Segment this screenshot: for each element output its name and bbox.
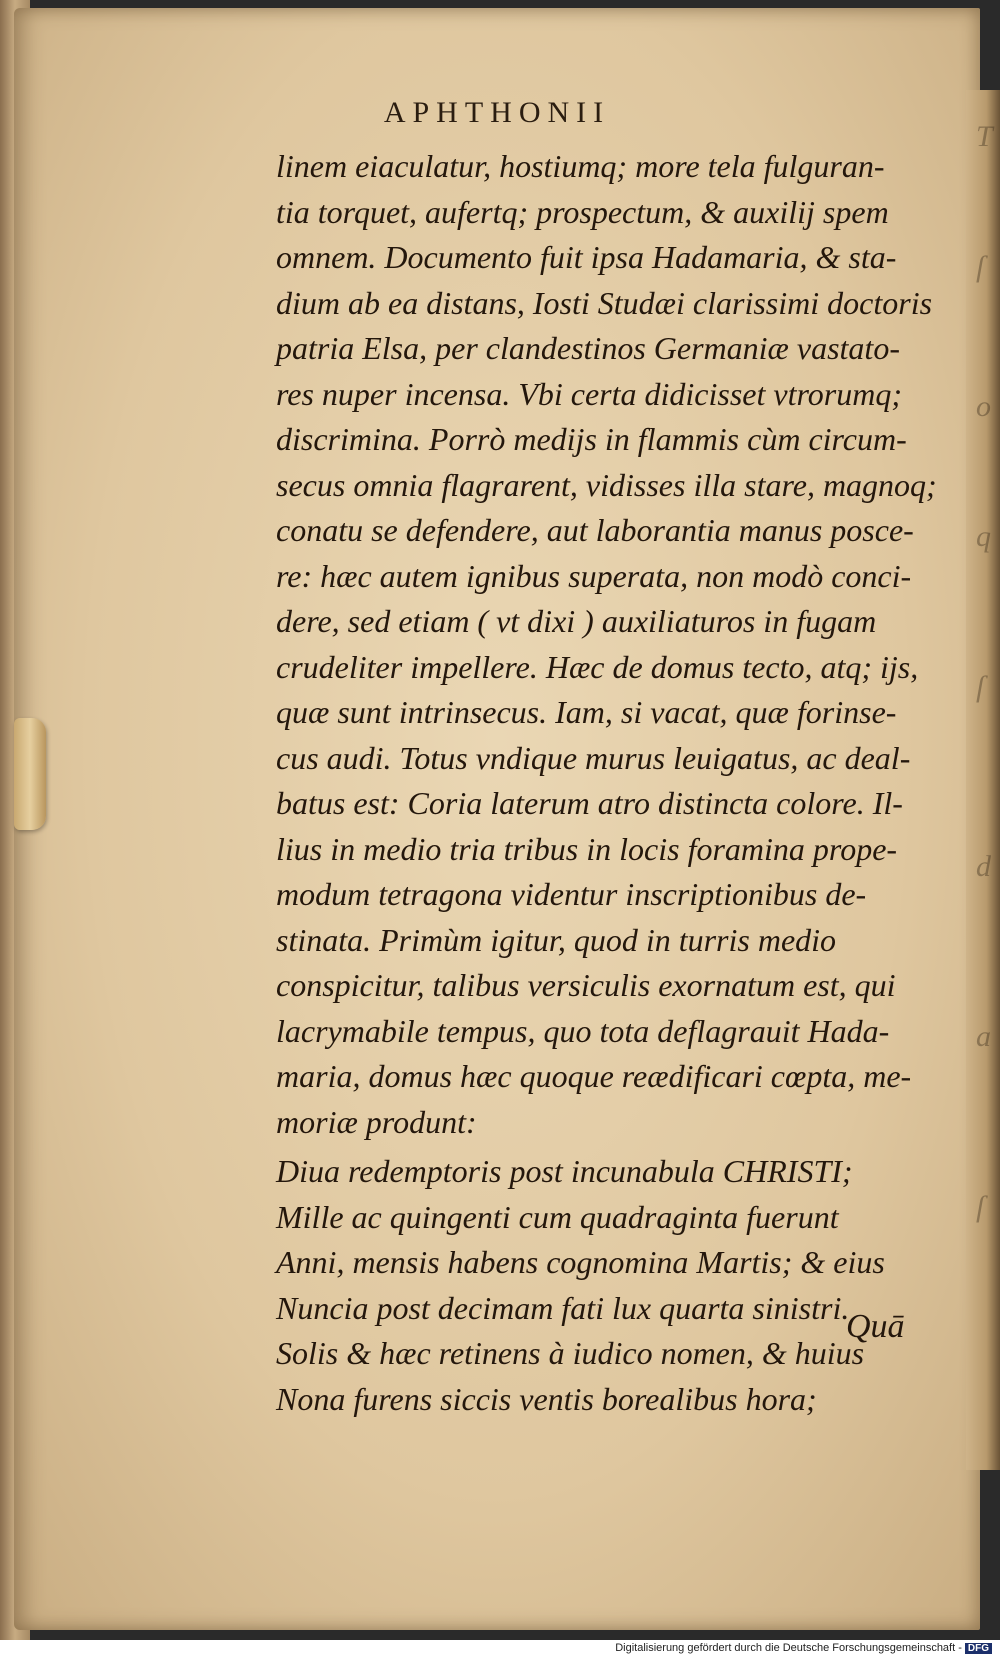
verse-line: Solis & hæc retinens à iudico nomen, & huius [276, 1335, 865, 1371]
catchword: Quā [846, 1308, 905, 1345]
text-line: stinata. Primùm igitur, quod in turris medio [276, 921, 837, 958]
facing-page-edge: T ſ o q ſ d a ſ [966, 90, 1000, 1470]
text-line: omnem. Documento fuit ipsa Hadamaria, & sta- [276, 239, 897, 275]
text-line: linem eiaculatur, hostiumq; more tela fulguran- [276, 148, 885, 184]
verse-line: Mille ac quingenti cum quadraginta fuerunt [276, 1198, 839, 1235]
text-line: patria Elsa, per clandestinos Germaniæ vastato- [276, 330, 900, 366]
book-page [14, 8, 980, 1630]
text-line: lacrymabile tempus, quo tota deflagrauit Hada- [276, 1012, 890, 1049]
verse-line: Nona furens siccis ventis borealibus hora; [276, 1380, 817, 1417]
text-block [276, 144, 937, 1422]
text-line: quæ sunt intrinsecus. Iam, si vacat, quæ forinse- [276, 694, 897, 730]
text-line: crudeliter impellere. Hæc de domus tecto, atq; ijs, [276, 648, 919, 685]
text-line: dium ab ea distans, Iosti Studæi clarissimi doctoris [276, 284, 933, 321]
text-line: modum tetragona videntur inscriptionibus de- [276, 876, 867, 912]
text-line: secus omnia flagrarent, vidisses illa stare, magnoq; [276, 466, 937, 503]
text-line: res nuper incensa. Vbi certa didicisset vtrorumq; [276, 375, 902, 412]
text-line: lius in medio tria tribus in locis foramina prope- [276, 830, 898, 867]
text-line: batus est: Coria laterum atro distincta colore. Il- [276, 785, 903, 821]
text-line: moriæ produnt: [276, 1103, 477, 1140]
verse-line: Nuncia post decimam fati lux quarta sinistri. [276, 1289, 850, 1326]
text-line: dere, sed etiam ( vt dixi ) auxiliaturos in fugam [276, 603, 877, 639]
text-line: conspicitur, talibus versiculis exornatum est, qui [276, 967, 896, 1003]
text-line: conatu se defendere, aut laborantia manus posce- [276, 512, 914, 548]
verse-line: Anni, mensis habens cognomina Martis; & eius [276, 1244, 885, 1280]
dfg-logo: DFG [965, 1643, 992, 1654]
text-line: cus audi. Totus vndique murus leuigatus, ac deal- [276, 739, 911, 776]
text-line: tia torquet, aufertq; prospectum, & auxilij spem [276, 193, 889, 230]
verse-line: Diua redemptoris post incunabula CHRISTI; [276, 1153, 853, 1189]
text-line: re: hæc autem ignibus superata, non modò conci- [276, 557, 912, 594]
running-head: APHTHONII [383, 96, 611, 129]
funding-footer [615, 1642, 992, 1654]
text-line: discrimina. Porrò medijs in flammis cùm circum- [276, 421, 907, 457]
funding-text: Digitalisierung gefördert durch die Deutsche Forschungsgemeinschaft - [615, 1642, 962, 1654]
book-clasp [14, 718, 46, 830]
text-line: maria, domus hæc quoque reædificari cœpta, me- [276, 1058, 912, 1094]
